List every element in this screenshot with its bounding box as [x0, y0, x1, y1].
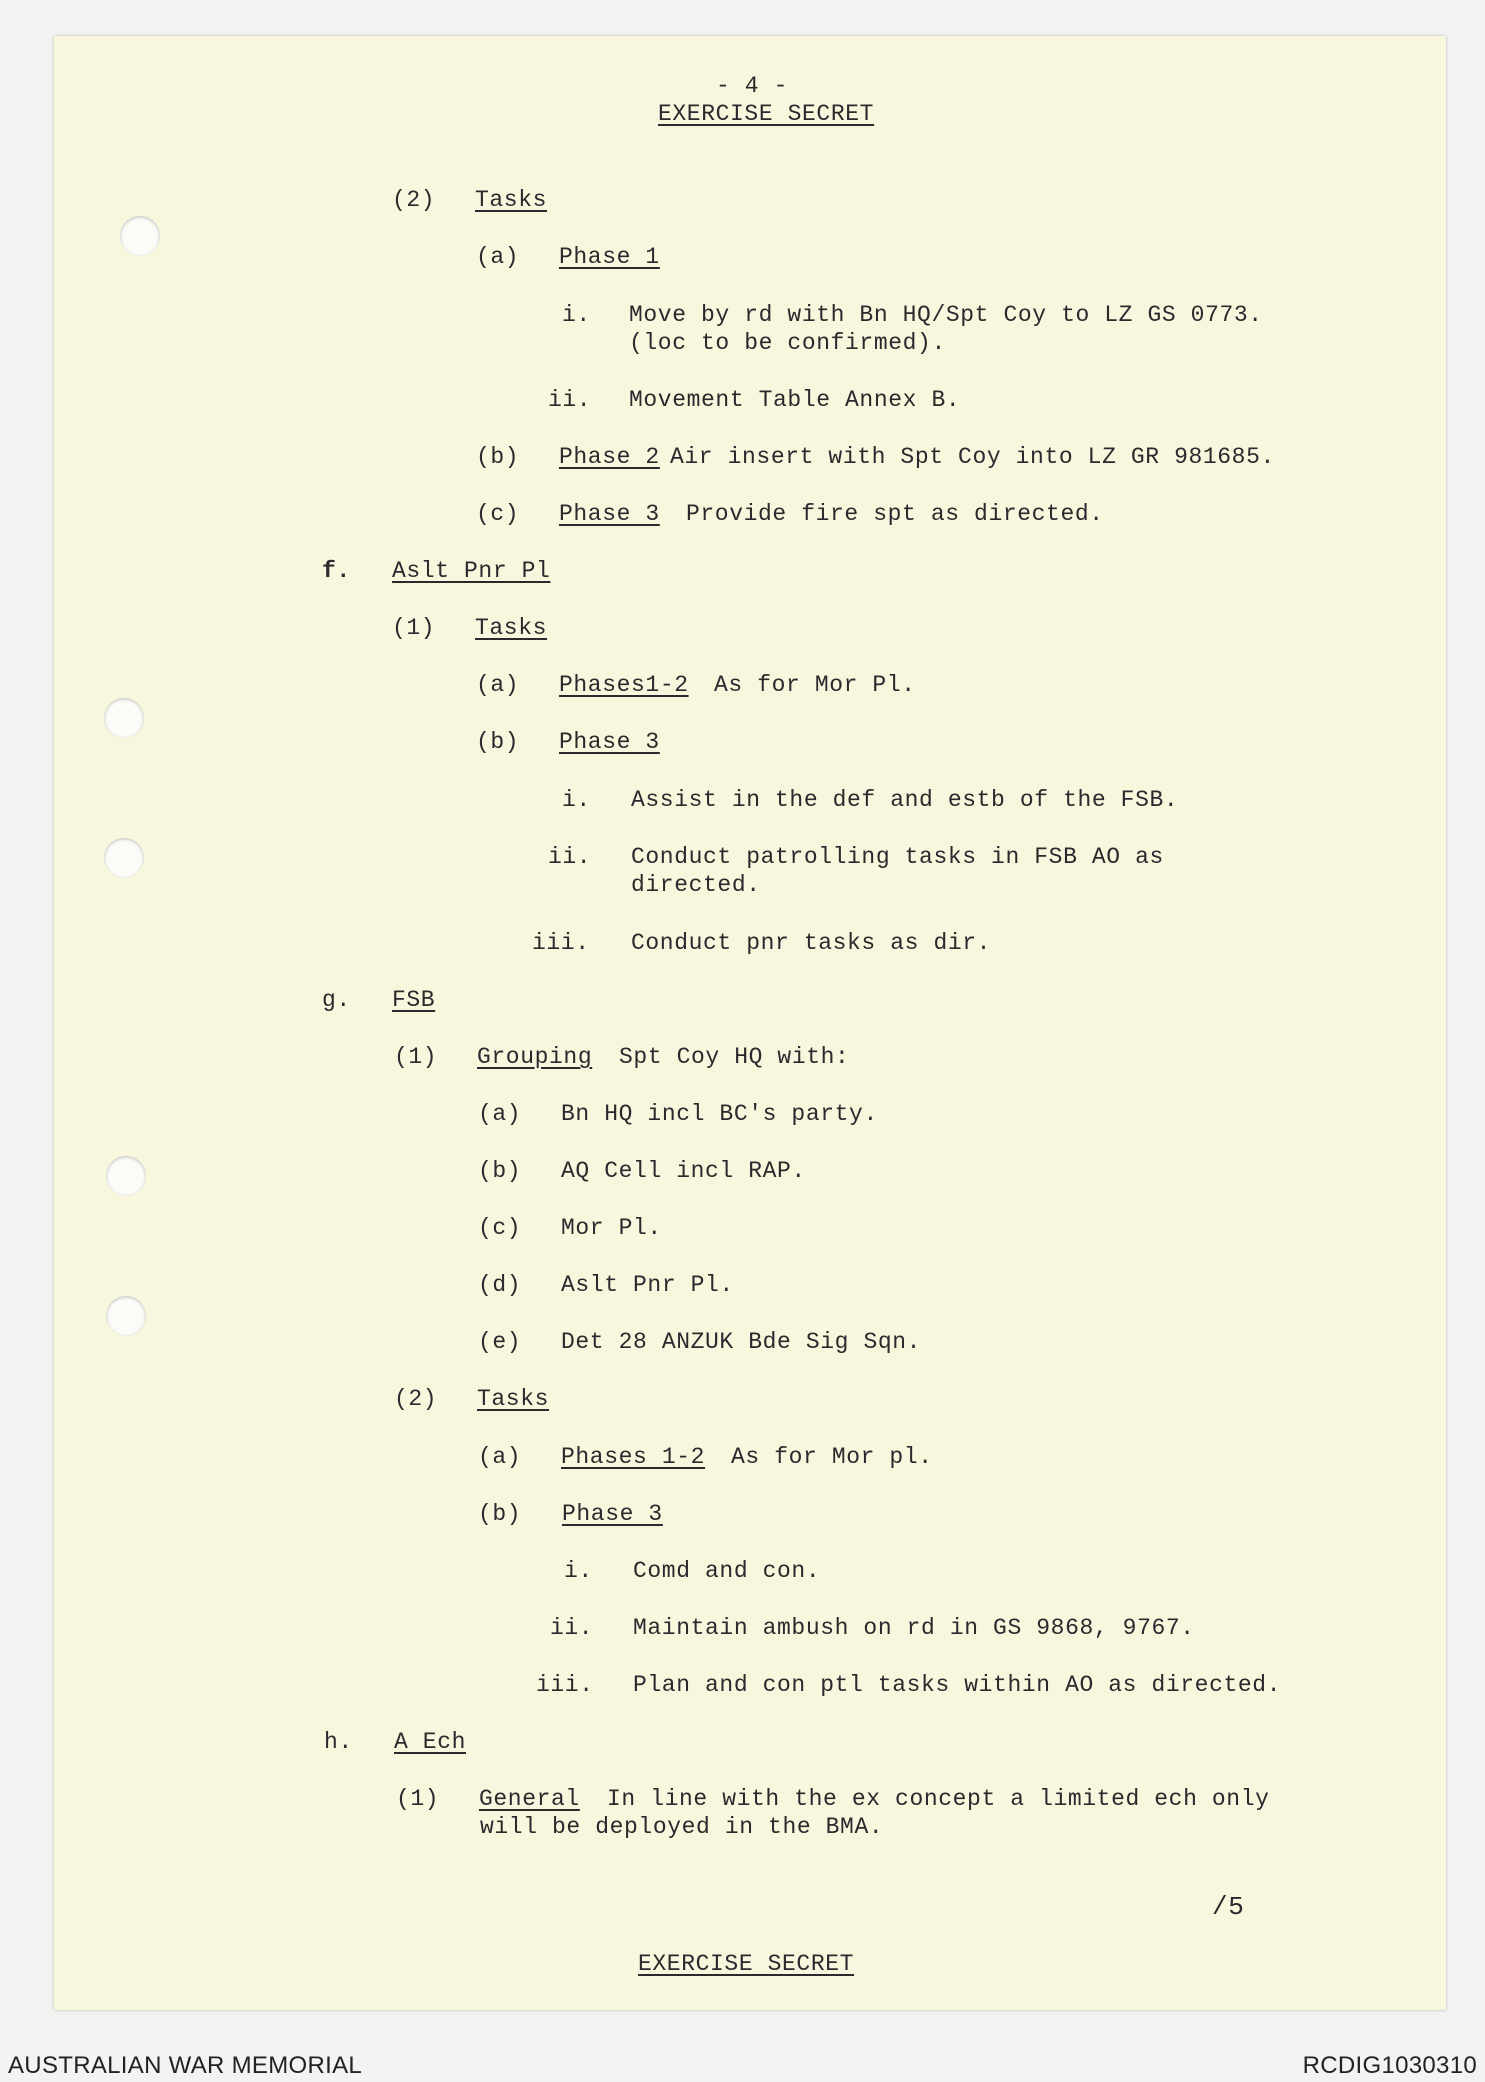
item-label: (2): [394, 1386, 438, 1412]
item-label: (c): [478, 1215, 522, 1241]
item-text: Conduct patrolling tasks in FSB AO as: [631, 844, 1164, 870]
item-label: (b): [476, 729, 520, 755]
item-text: Mor Pl.: [561, 1215, 662, 1241]
item-text: Conduct pnr tasks as dir.: [631, 930, 992, 956]
item-text: Spt Coy HQ with:: [619, 1044, 850, 1070]
item-heading: Phase 3: [559, 501, 660, 527]
item-text: Plan and con ptl tasks within AO as directed.: [633, 1672, 1282, 1698]
item-heading: General: [479, 1786, 580, 1812]
item-label: h.: [324, 1729, 353, 1755]
item-heading: Tasks: [475, 615, 548, 641]
archive-source-label: AUSTRALIAN WAR MEMORIAL: [8, 2052, 363, 2079]
item-heading: Phase 2: [559, 444, 660, 470]
item-heading: A Ech: [394, 1729, 467, 1755]
item-label: i.: [562, 787, 591, 813]
item-text: In line with the ex concept a limited ech only: [607, 1786, 1270, 1812]
item-label: (a): [478, 1101, 522, 1127]
item-heading: Tasks: [475, 187, 548, 213]
item-text: AQ Cell incl RAP.: [561, 1158, 806, 1184]
archive-record-id: RCDIG1030310: [1302, 2052, 1477, 2079]
continuation-marker: /5: [1212, 1892, 1245, 1922]
item-label: i.: [562, 302, 591, 328]
item-label: (a): [476, 672, 520, 698]
punch-hole: [104, 698, 144, 738]
item-label: (a): [478, 1444, 522, 1470]
item-heading: Grouping: [477, 1044, 593, 1070]
item-text: Bn HQ incl BC's party.: [561, 1101, 878, 1127]
item-heading: Phase 3: [562, 1501, 663, 1527]
item-label: iii.: [532, 930, 590, 956]
item-heading: Phases 1-2: [561, 1444, 706, 1470]
item-text: Comd and con.: [633, 1558, 821, 1584]
item-text: Det 28 ANZUK Bde Sig Sqn.: [561, 1329, 922, 1355]
item-text: directed.: [631, 872, 761, 898]
item-label: ii.: [548, 387, 592, 413]
item-label: (b): [476, 444, 520, 470]
punch-hole: [104, 838, 144, 878]
item-label: (e): [478, 1329, 522, 1355]
item-heading: FSB: [392, 987, 436, 1013]
item-label: (b): [478, 1501, 522, 1527]
item-label: f.: [322, 558, 351, 584]
item-text: Maintain ambush on rd in GS 9868, 9767.: [633, 1615, 1195, 1641]
item-label: (1): [392, 615, 436, 641]
item-label: (2): [392, 187, 436, 213]
item-label: (a): [476, 244, 520, 270]
footer-classification: EXERCISE SECRET: [638, 1951, 855, 1977]
item-label: (1): [394, 1044, 438, 1070]
item-text: As for Mor pl.: [731, 1444, 933, 1470]
item-text: Aslt Pnr Pl.: [561, 1272, 734, 1298]
item-heading: Phases1-2: [559, 672, 689, 698]
item-label: i.: [564, 1558, 593, 1584]
punch-hole: [106, 1296, 146, 1336]
item-text: (loc to be confirmed).: [629, 330, 946, 356]
item-label: (c): [476, 501, 520, 527]
item-label: (b): [478, 1158, 522, 1184]
punch-hole: [120, 216, 160, 256]
item-label: ii.: [550, 1615, 594, 1641]
item-heading: Tasks: [477, 1386, 550, 1412]
item-heading: Phase 1: [559, 244, 660, 270]
item-label: iii.: [536, 1672, 594, 1698]
item-text: Air insert with Spt Coy into LZ GR 981685.: [670, 444, 1275, 470]
item-heading: Phase 3: [559, 729, 660, 755]
item-text: Movement Table Annex B.: [629, 387, 961, 413]
item-heading: Aslt Pnr Pl: [392, 558, 551, 584]
item-label: ii.: [548, 844, 592, 870]
header-classification: EXERCISE SECRET: [658, 101, 875, 127]
item-text: will be deployed in the BMA.: [480, 1814, 884, 1840]
item-label: (1): [396, 1786, 440, 1812]
item-text: Move by rd with Bn HQ/Spt Coy to LZ GS 0773.: [629, 302, 1263, 328]
page-number: - 4 -: [716, 73, 789, 99]
item-label: g.: [322, 987, 351, 1013]
item-text: Assist in the def and estb of the FSB.: [631, 787, 1179, 813]
item-text: As for Mor Pl.: [714, 672, 916, 698]
punch-hole: [106, 1156, 146, 1196]
item-text: Provide fire spt as directed.: [686, 501, 1104, 527]
item-label: (d): [478, 1272, 522, 1298]
